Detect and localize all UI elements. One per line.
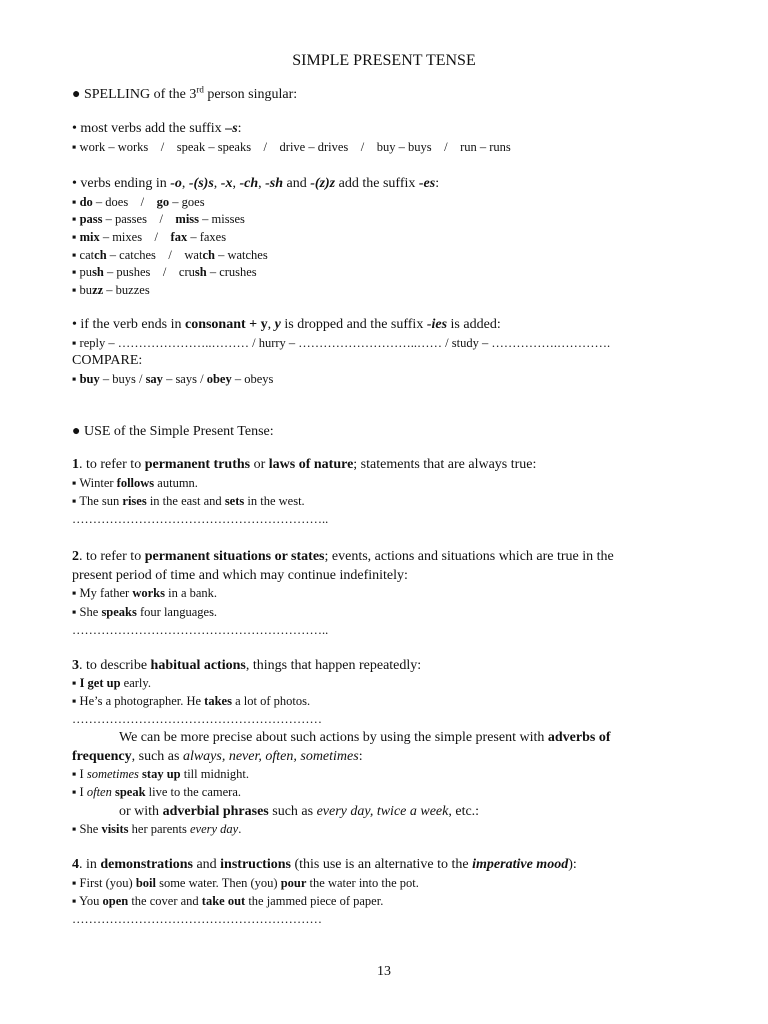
rule-ies-verbs: • if the verb ends in consonant + y, y is dropped and the suffix -ies is added: <box>72 317 501 332</box>
example-sentence: ▪ My father works in a bank. <box>72 586 218 600</box>
use-section-2-text-cont: present period of time and which may continue indefinitely: <box>72 568 408 583</box>
example-sentence: ▪ You open the cover and take out the jammed piece of paper. <box>72 894 384 908</box>
example-sentence: ▪ The sun rises in the east and sets in the west. <box>72 494 305 508</box>
es-example-row: ▪ catch – catches / watch – watches <box>72 248 268 262</box>
example-sentence: ▪ He’s a photographer. He takes a lot of photos. <box>72 694 311 708</box>
example-sentence: ▪ I get up early. <box>72 676 151 690</box>
fill-in-dotted-line: …………………………………………………… <box>72 912 322 926</box>
example-sentence: ▪ First (you) boil some water. Then (you) pour the water into the pot. <box>72 876 419 890</box>
adverbial-phrases-paragraph: or with adverbial phrases such as every day, twice a week, etc.: <box>119 804 480 819</box>
use-section-1-text: 1. to refer to permanent truths or laws of nature; statements that are always true: <box>72 457 537 472</box>
fill-in-dotted-line: …………………………………………………… <box>72 712 322 726</box>
spelling-heading: ● SPELLING of the 3rd person singular: <box>72 84 298 102</box>
use-section-3-text: 3. to describe habitual actions, things that happen repeatedly: <box>72 658 422 673</box>
compare-examples: ▪ buy – buys / say – says / obey – obeys <box>72 372 274 386</box>
ies-fill-in-line: ▪ reply – …………………..……… / hurry – ………………………..…… / study – …………….…………. <box>72 336 611 350</box>
es-example-row: ▪ pass – passes / miss – misses <box>72 212 245 226</box>
es-example-row: ▪ mix – mixes / fax – faxes <box>72 230 227 244</box>
es-example-row: ▪ push – pushes / crush – crushes <box>72 265 257 279</box>
example-sentence: ▪ She speaks four languages. <box>72 605 218 619</box>
page-title: SIMPLE PRESENT TENSE <box>292 52 476 69</box>
example-sentence: ▪ Winter follows autumn. <box>72 476 198 490</box>
use-section-2-text: 2. to refer to permanent situations or states; events, actions and situations which are true in the <box>72 549 614 564</box>
page-number: 13 <box>377 964 391 979</box>
fill-in-dotted-line: …………………………………………………….. <box>72 623 329 637</box>
rule-es-verbs: • verbs ending in -o, -(s)s, -x, -ch, -sh and -(z)z add the suffix -es: <box>72 176 440 191</box>
es-example-row: ▪ do – does / go – goes <box>72 195 205 209</box>
fill-in-dotted-line: …………………………………………………….. <box>72 512 329 526</box>
adverbs-of-frequency-paragraph-cont: frequency, such as always, never, often, sometimes: <box>72 749 363 764</box>
es-example-row: ▪ buzz – buzzes <box>72 283 150 297</box>
rule-most-verbs-examples: ▪ work – works / speak – speaks / drive – drives / buy – buys / run – runs <box>72 140 511 154</box>
example-sentence: ▪ I often speak live to the camera. <box>72 785 241 799</box>
use-section-4-text: 4. in demonstrations and instructions (this use is an alternative to the imperative mood): <box>72 857 577 872</box>
example-sentence: ▪ She visits her parents every day. <box>72 822 242 836</box>
example-sentence: ▪ I sometimes stay up till midnight. <box>72 767 250 781</box>
compare-label: COMPARE: <box>72 353 143 368</box>
adverbs-of-frequency-paragraph: We can be more precise about such actions by using the simple present with adverbs of <box>119 730 611 745</box>
use-heading: ● USE of the Simple Present Tense: <box>72 424 274 439</box>
rule-most-verbs: • most verbs add the suffix –s: <box>72 121 242 136</box>
